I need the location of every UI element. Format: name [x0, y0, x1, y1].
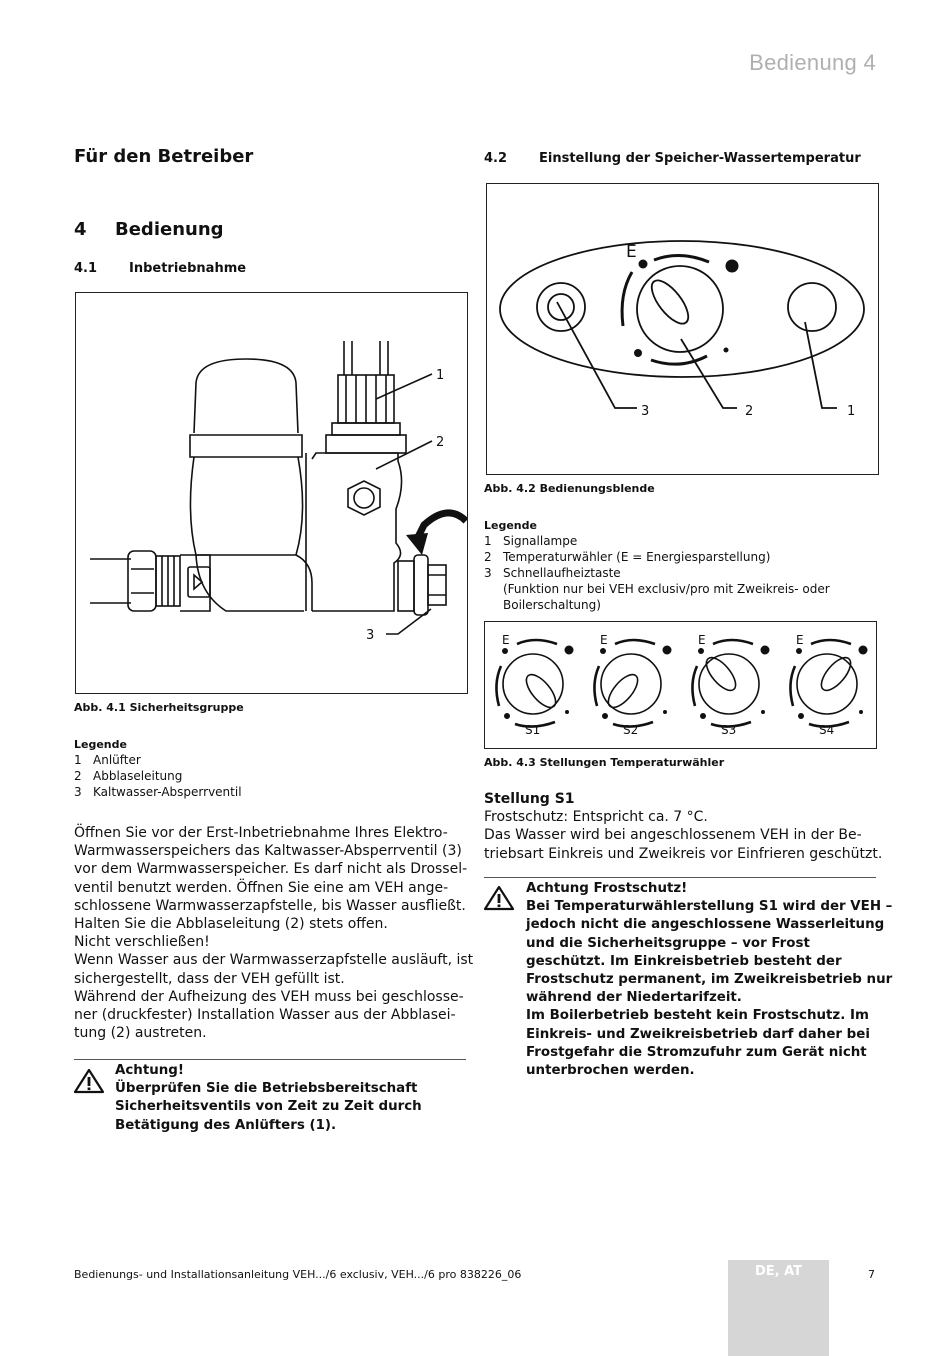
dial-s4 — [790, 633, 867, 737]
figure-2-legend — [484, 533, 830, 613]
legend-item: 1 Anlüfter — [74, 753, 141, 767]
figure-dial-positions — [484, 621, 877, 749]
figure-safety-group — [75, 292, 468, 694]
legend-item: 2 Temperaturwähler (E = Energiesparstellung) — [484, 550, 771, 564]
warning-right: Achtung Frostschutz! Bei Temperaturwählerstellung S1 wird der VEH – jedoch nicht die angeschlossene Wasserleitung und die Sicherheitsgruppe – vor Frost geschützt. Im Einkreisbetrieb besteht der Frostschutz permanent, im Zweikreisbetrieb nur während der Niedertarifzeit. Im Boilerbetrieb besteht kein Frostschutz. Im Einkreis- und Zweikreisbetrieb darf daher bei Frostgefahr die Stromzufuhr zum Gerät nicht unterbrochen werden. — [526, 881, 893, 1079]
dial-s3 — [692, 633, 769, 737]
callout-3: 3 — [366, 628, 375, 643]
dial-s2 — [594, 633, 671, 737]
callout-3: 3 — [641, 404, 650, 419]
dial-positions-illustration — [485, 622, 876, 748]
svg-text:E: E — [698, 633, 706, 647]
footer-document-title: Bedienungs- und Installationsanleitung VEH.../6 exclusiv, VEH.../6 pro 838226_06 — [74, 1268, 522, 1281]
dial-label-s1: S1 — [525, 723, 541, 737]
figure-1-legend-title: Legende — [74, 738, 127, 751]
subsection-2-heading — [484, 151, 861, 166]
dial-label-s2: S2 — [623, 723, 639, 737]
stellung-s1: Stellung S1 Frostschutz: Entspricht ca. 7 °C. Das Wasser wird bei angeschlossenem VEH in der Be- triebsart Einkreis und Zweikreis vor Einfrieren geschützt. — [484, 791, 883, 862]
subsection-2-number: 4.2 — [484, 151, 508, 166]
divider-right — [484, 877, 876, 878]
legend-item: 2 Abblaseleitung — [74, 769, 183, 783]
warning-triangle-icon — [483, 885, 515, 911]
figure-1-caption: Abb. 4.1 Sicherheitsgruppe — [74, 701, 244, 714]
safety-group-illustration — [76, 293, 467, 693]
dial-e-label: E — [626, 242, 637, 262]
body-text-left: Öffnen Sie vor der Erst-Inbetriebnahme Ihres Elektro- Warmwasserspeichers das Kaltwasser-Absperrventil (3) vor dem Warmwasserspeicher. Es darf nicht als Drossel- ventil benutzt werden. Öffnen Sie eine am VEH ange- schlossene Warmwasserzapfstelle, bis Wasser ausfließt. Halten Sie die Abblaseleitung (2) stets offen. Nicht verschließen! Wenn Wasser aus der Warmwasserzapfstelle ausläuft, ist sichergestellt, dass der VEH gefüllt ist. Während der Aufheizung des VEH muss bei geschlosse- ner (druckfester) Installation Wasser aus der Abblasei- tung (2) austreten. — [74, 825, 474, 1042]
legend-item: (Funktion nur bei VEH exclusiv/pro mit Zweikreis- oder — [503, 582, 830, 596]
subsection-1-number: 4.1 — [74, 261, 98, 276]
control-panel-illustration — [487, 184, 878, 474]
figure-2-caption: Abb. 4.2 Bedienungsblende — [484, 482, 655, 495]
callout-2: 2 — [745, 404, 754, 419]
legend-item: 3 Kaltwasser-Absperrventil — [74, 785, 242, 799]
svg-text:E: E — [600, 633, 608, 647]
section-title: Bedienung — [115, 219, 224, 240]
dial-s1 — [496, 633, 573, 737]
figure-1-legend — [74, 752, 242, 800]
stellung-title: Stellung S1 — [484, 791, 575, 807]
subsection-2-title: Einstellung der Speicher-Wassertemperatur — [539, 151, 861, 166]
callout-1: 1 — [847, 404, 856, 419]
subsection-1-title: Inbetriebnahme — [129, 261, 247, 276]
page-number: 7 — [868, 1268, 875, 1281]
running-header: Bedienung 4 — [749, 50, 876, 75]
callout-1: 1 — [436, 368, 445, 383]
dial-label-s4: S4 — [819, 723, 835, 737]
figure-3-caption: Abb. 4.3 Stellungen Temperaturwähler — [484, 756, 725, 769]
warning-triangle-icon — [73, 1068, 105, 1094]
svg-text:E: E — [796, 633, 804, 647]
language-label: DE, AT — [754, 1264, 803, 1279]
divider-left — [74, 1059, 466, 1060]
figure-control-panel — [486, 183, 879, 475]
section-heading — [74, 219, 224, 240]
svg-text:E: E — [502, 633, 510, 647]
warning-right-title: Achtung Frostschutz! — [526, 881, 688, 896]
callout-2: 2 — [436, 435, 445, 450]
legend-item: 1 Signallampe — [484, 534, 578, 548]
subsection-1-heading — [74, 261, 246, 276]
legend-item: Boilerschaltung) — [503, 598, 601, 612]
legend-item: 3 Schnellaufheiztaste — [484, 566, 621, 580]
section-number: 4 — [74, 219, 87, 240]
operator-heading: Für den Betreiber — [74, 146, 254, 167]
warning-left-title: Achtung! — [115, 1063, 184, 1078]
dial-label-s3: S3 — [721, 723, 737, 737]
figure-2-legend-title: Legende — [484, 519, 537, 532]
warning-left: Achtung! Überprüfen Sie die Betriebsbereitschaft Sicherheitsventils von Zeit zu Zeit durch Betätigung des Anlüfters (1). — [115, 1063, 422, 1133]
